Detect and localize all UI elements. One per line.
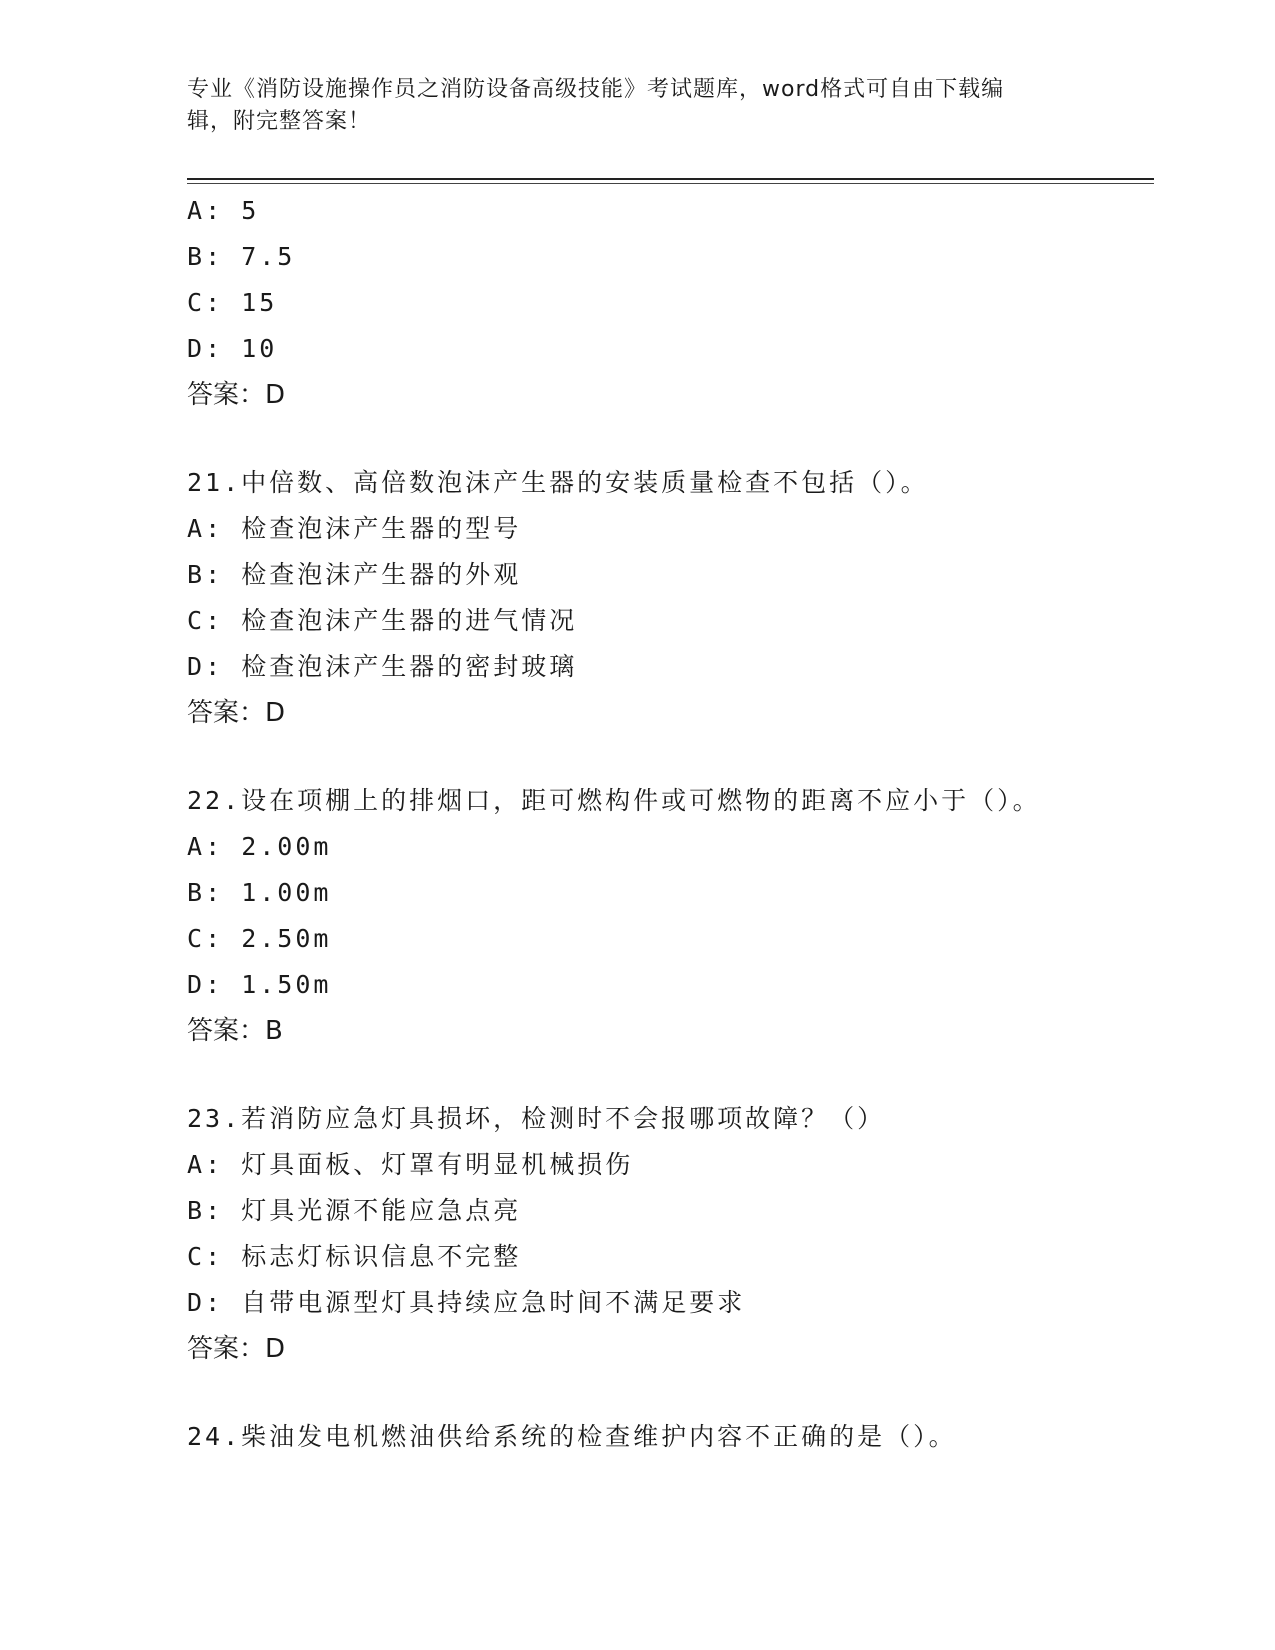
option-c: C: 检查泡沫产生器的进气情况	[187, 606, 578, 635]
answer-line: 答案：D	[187, 698, 286, 728]
option-a: A: 检查泡沫产生器的型号	[187, 514, 522, 543]
option-b: B: 灯具光源不能应急点亮	[187, 1196, 522, 1225]
header-rule-thin	[187, 183, 1154, 184]
answer-line: 答案：D	[187, 380, 286, 410]
answer-line: 答案：D	[187, 1334, 286, 1364]
document-header	[187, 74, 1067, 138]
option-c: C: 标志灯标识信息不完整	[187, 1242, 522, 1271]
option-c: C: 15	[187, 288, 278, 317]
question-stem: 22.设在项棚上的排烟口，距可燃构件或可燃物的距离不应小于（）。	[187, 786, 1041, 815]
header-rule-thick	[187, 178, 1154, 180]
question-block-24	[187, 1414, 1147, 1460]
option-a: A: 2.00m	[187, 832, 332, 861]
question-block-23	[187, 1096, 1147, 1372]
option-b: B: 7.5	[187, 242, 296, 271]
question-block-21	[187, 460, 1147, 736]
option-a: A: 灯具面板、灯罩有明显机械损伤	[187, 1150, 634, 1179]
option-c: C: 2.50m	[187, 924, 332, 953]
option-b: B: 检查泡沫产生器的外观	[187, 560, 522, 589]
question-content	[187, 188, 1147, 1460]
option-a: A: 5	[187, 196, 260, 225]
option-d: D: 自带电源型灯具持续应急时间不满足要求	[187, 1288, 746, 1317]
question-stem: 23.若消防应急灯具损坏，检测时不会报哪项故障？（）	[187, 1104, 886, 1133]
header-line-1: 专业《消防设施操作员之消防设备高级技能》考试题库，word格式可自由下载编	[187, 77, 1005, 102]
question-block-22	[187, 778, 1147, 1054]
answer-line: 答案：B	[187, 1016, 283, 1046]
question-stem: 24.柴油发电机燃油供给系统的检查维护内容不正确的是（）。	[187, 1422, 957, 1451]
header-line-2: 辑，附完整答案！	[187, 109, 372, 134]
question-block-prev	[187, 188, 1147, 418]
option-d: D: 10	[187, 334, 278, 363]
option-d: D: 1.50m	[187, 970, 332, 999]
question-stem: 21.中倍数、高倍数泡沫产生器的安装质量检查不包括（）。	[187, 468, 929, 497]
option-d: D: 检查泡沫产生器的密封玻璃	[187, 652, 578, 681]
option-b: B: 1.00m	[187, 878, 332, 907]
